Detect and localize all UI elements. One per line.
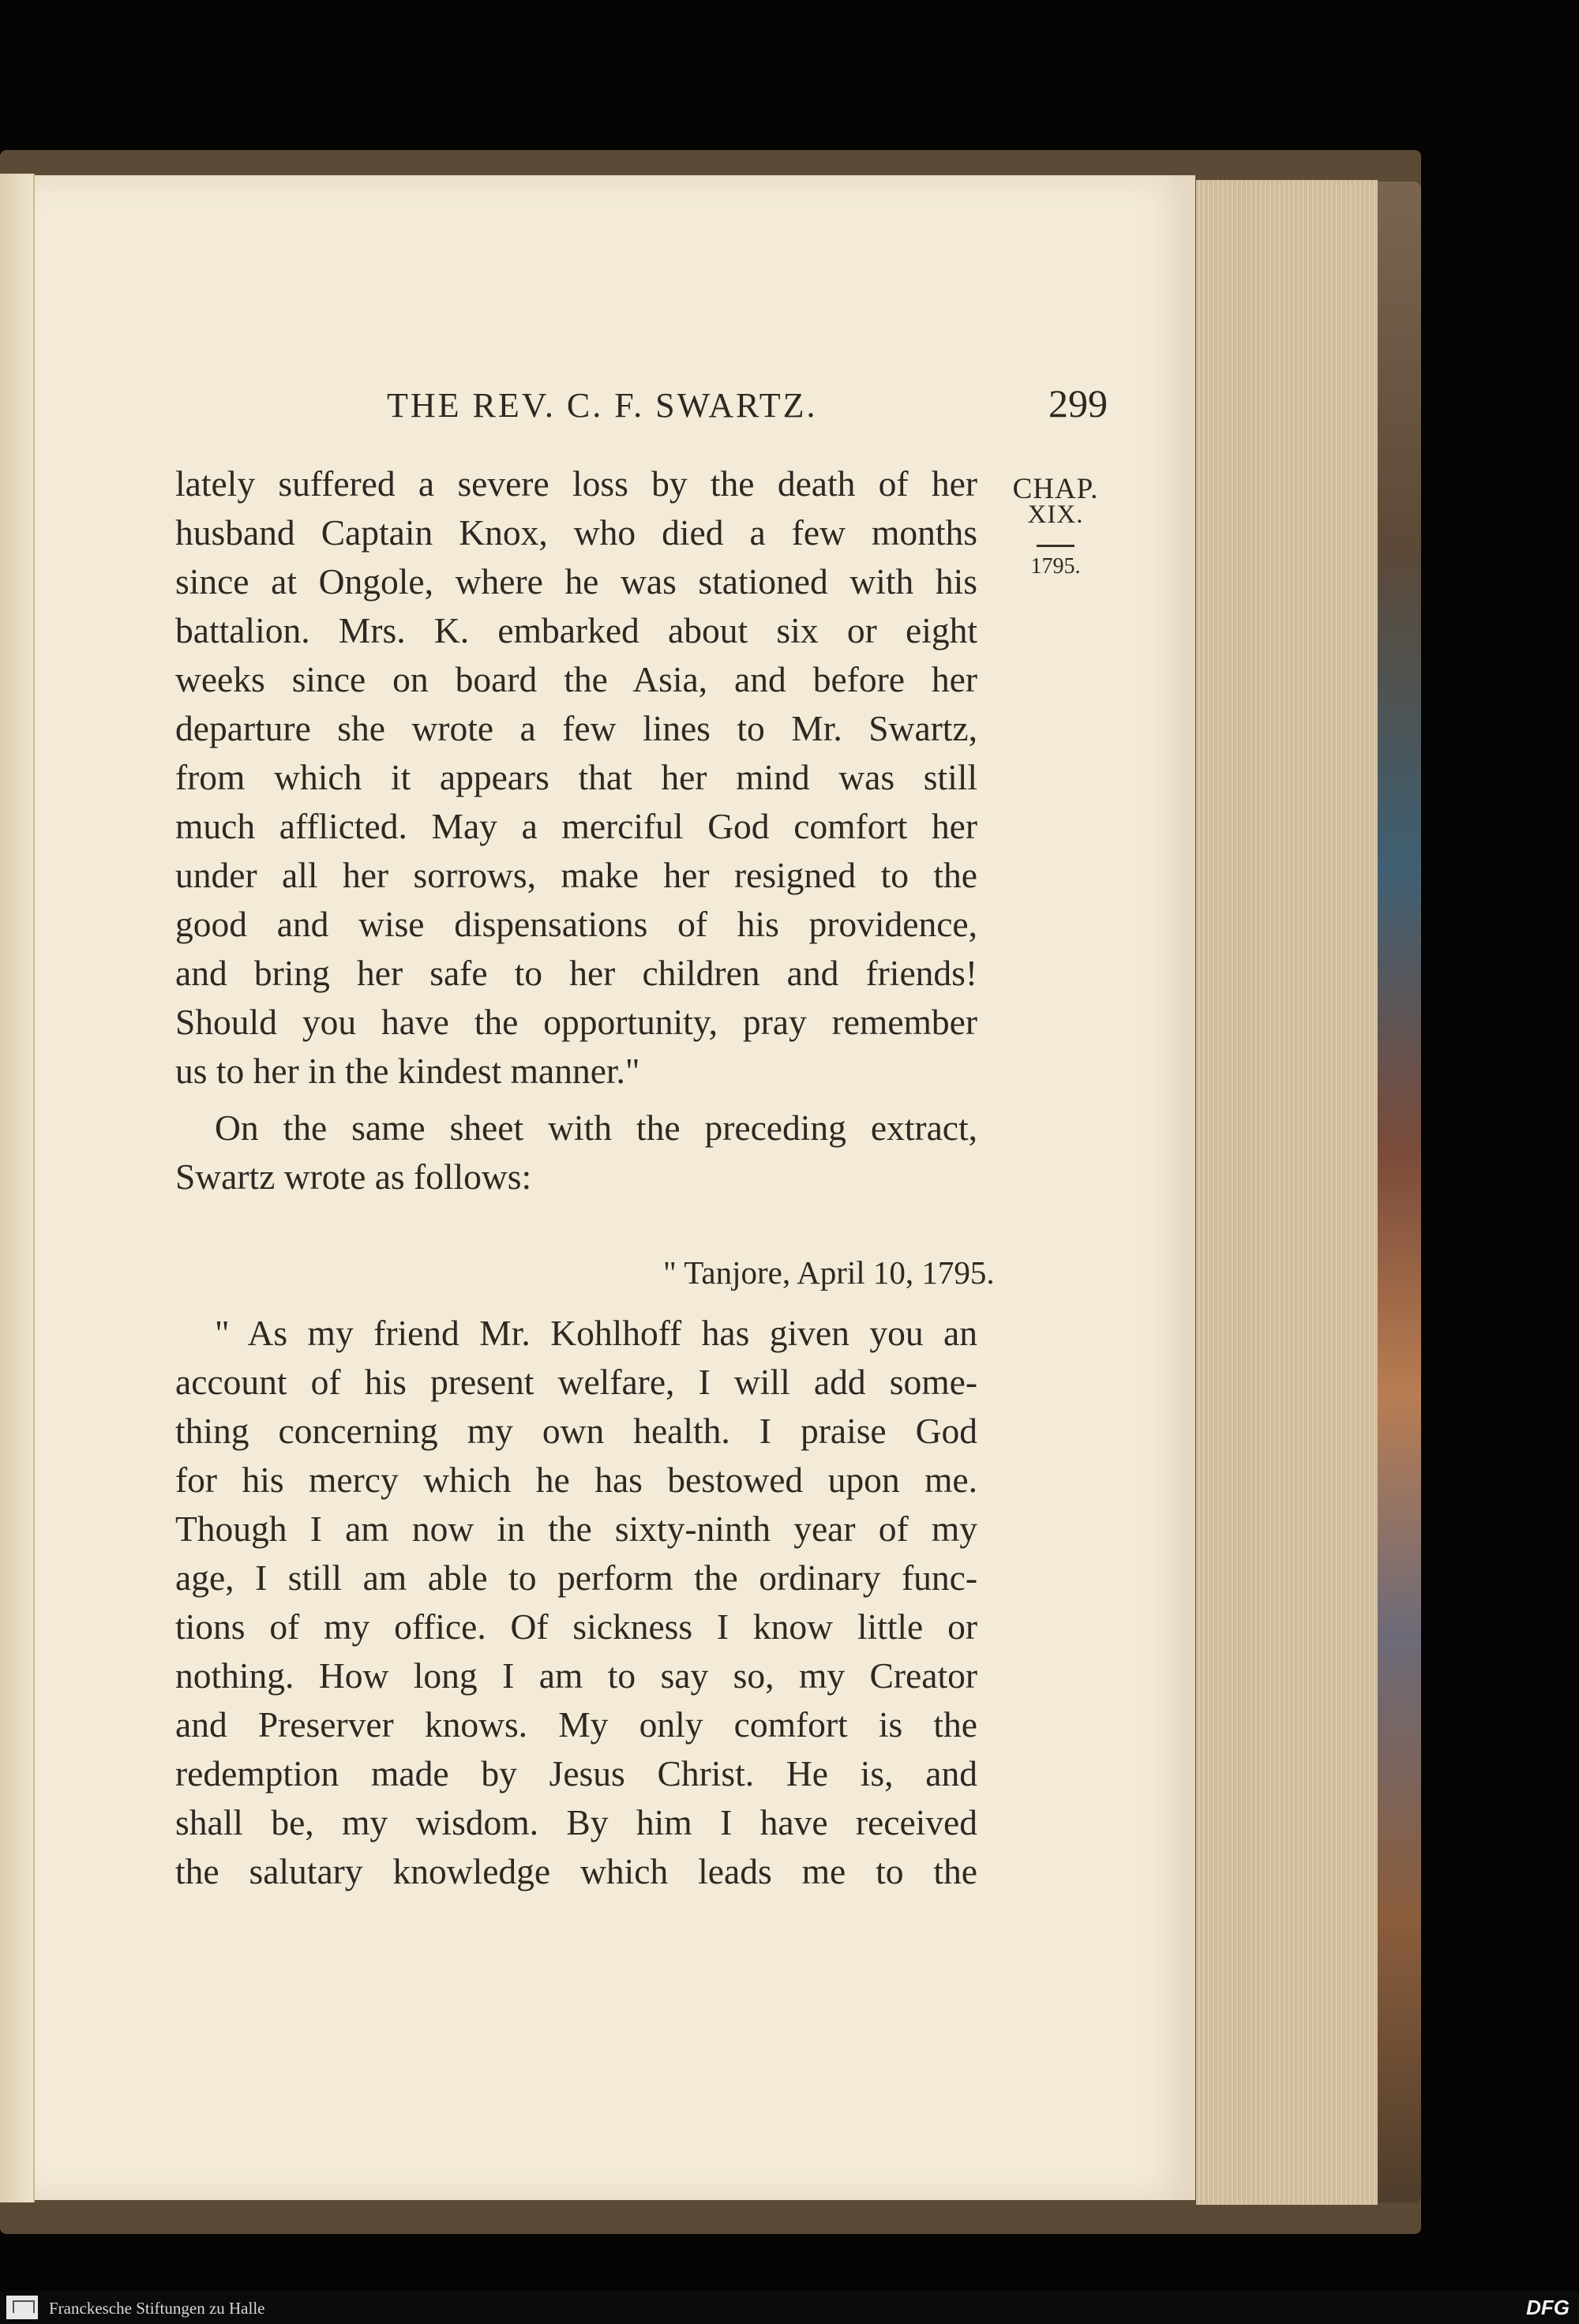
institution-name: Franckesche Stiftungen zu Halle (49, 2299, 265, 2318)
text-line: Swartz wrote as follows: (175, 1156, 532, 1197)
text-line: lately suffered a severe loss by the death of her (175, 463, 977, 504)
text-line: Should you have the opportunity, pray remember (175, 1002, 977, 1042)
running-head: THE REV. C. F. SWARTZ. (387, 386, 818, 425)
text-line: nothing. How long I am to say so, my Creator (175, 1655, 977, 1696)
margin-chapter-label: CHAP. (1012, 473, 1099, 505)
text-line: for his mercy which he has bestowed upon me. (175, 1460, 977, 1500)
page-number: 299 (1048, 381, 1108, 425)
dfg-logo: DFG (1526, 2296, 1570, 2319)
margin-chapter-number: XIX. (1027, 500, 1084, 529)
text-line: good and wise dispensations of his providence, (175, 904, 977, 944)
text-line: husband Captain Knox, who died a few months (175, 512, 977, 553)
text-line: Though I am now in the sixty-ninth year of my (175, 1509, 977, 1549)
text-line: account of his present welfare, I will add some- (175, 1362, 977, 1402)
letter-dateline: " Tanjore, April 10, 1795. (663, 1254, 995, 1291)
left-page-sliver (0, 174, 35, 2202)
text-line: battalion. Mrs. K. embarked about six or eight (175, 610, 977, 650)
text-line: under all her sorrows, make her resigned to the (175, 855, 977, 895)
text-line: weeks since on board the Asia, and before her (175, 659, 977, 699)
institution-logo-icon (6, 2296, 38, 2319)
text-line: " As my friend Mr. Kohlhoff has given you an (215, 1313, 977, 1353)
text-line: since at Ongole, where he was stationed with his (175, 561, 977, 602)
text-line: departure she wrote a few lines to Mr. Swartz, (175, 708, 977, 748)
text-line: redemption made by Jesus Christ. He is, and (175, 1753, 977, 1794)
footer-bar (0, 2291, 1579, 2324)
text-line: age, I still am able to perform the ordinary func- (175, 1557, 977, 1598)
page-block-edges (1196, 180, 1378, 2205)
margin-rule (1037, 545, 1075, 547)
margin-year: 1795. (1030, 554, 1081, 579)
text-line: the salutary knowledge which leads me to the (175, 1851, 977, 1891)
text-line: and Preserver knows. My only comfort is the (175, 1704, 977, 1745)
text-line: much afflicted. May a merciful God comfort her (175, 806, 977, 846)
text-line: from which it appears that her mind was still (175, 757, 977, 797)
text-line: tions of my office. Of sickness I know little or (175, 1606, 977, 1647)
text-line: shall be, my wisdom. By him I have received (175, 1802, 977, 1842)
text-line: thing concerning my own health. I praise God (175, 1411, 977, 1451)
text-line: On the same sheet with the preceding extract, (215, 1108, 977, 1148)
text-line: and bring her safe to her children and friends! (175, 953, 977, 993)
text-line: us to her in the kindest manner." (175, 1051, 640, 1091)
